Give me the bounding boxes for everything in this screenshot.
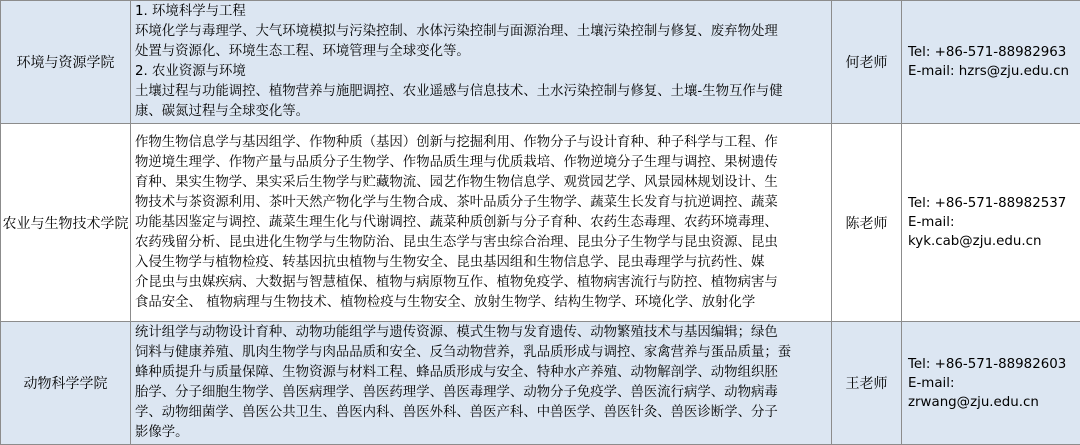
table-row (1, 124, 1080, 322)
tel-text: Tel: +86-571-88982537 (908, 194, 1074, 213)
research-line: 功能基因鉴定与调控、蔬菜生理生化与代谢调控、蔬菜种质创新与分子育种、农药生态毒理、农药环境毒理、 (135, 213, 827, 233)
contact-person-cell: 王老师 (832, 322, 902, 445)
research-line: 作物生物信息学与基因组学、作物种质（基因）创新与挖掘利用、作物分子与设计育种、种子科学与工程、作 (135, 133, 827, 153)
tel-text: Tel: +86-571-88982603 (908, 355, 1074, 374)
research-line: 康、碳氮过程与全球变化等。 (135, 102, 827, 122)
email-link[interactable]: kyk.cab@zju.edu.cn (908, 232, 1074, 251)
contact-info-cell (902, 124, 1080, 322)
contact-person-cell: 何老师 (832, 1, 902, 124)
research-line: 胎学、分子细胞生物学、兽医病理学、兽医药理学、兽医毒理学、动物分子免疫学、兽医流行病学、动物病毒 (135, 383, 827, 403)
research-line: 环境化学与毒理学、大气环境模拟与污染控制、水体污染控制与面源治理、土壤污染控制与修复、废弃物处理 (135, 22, 827, 42)
email-label[interactable]: E-mail: hzrs@zju.edu.cn (908, 62, 1074, 81)
table-row (1, 1, 1080, 124)
email-label: E-mail: (908, 374, 1074, 393)
research-line: 物逆境生理学、作物产量与品质分子生物学、作物品质生理与优质栽培、作物逆境分子生理与调控、果树遗传 (135, 153, 827, 173)
college-cell: 动物科学学院 (1, 322, 131, 445)
research-line: 蜂种质提升与质量保障、生物资源与材料工程、蜂品质形成与安全、特种水产养殖、动物解剖学、动物组织胚 (135, 363, 827, 383)
research-line: 食品安全、 植物病理与生物技术、植物检疫与生物安全、放射生物学、结构生物学、环境化学、放射化学 (135, 293, 827, 313)
research-line: 土壤过程与功能调控、植物营养与施肥调控、农业遥感与信息技术、土水污染控制与修复、土壤-生物互作与健 (135, 82, 827, 102)
table-row (1, 322, 1080, 445)
research-line: 处置与资源化、环境生态工程、环境管理与全球变化等。 (135, 42, 827, 62)
research-line: 2. 农业资源与环境 (135, 62, 827, 82)
research-line: 介昆虫与虫媒疾病、大数据与智慧植保、植物与病原物互作、植物免疫学、植物病害流行与防控、植物病害与 (135, 273, 827, 293)
research-areas-cell (131, 1, 832, 124)
college-cell: 环境与资源学院 (1, 1, 131, 124)
research-line: 育种、果实生物学、果实采后生物学与贮藏物流、园艺作物生物信息学、观赏园艺学、风景园林规划设计、生 (135, 173, 827, 193)
research-line: 物技术与茶资源利用、茶叶天然产物化学与生物合成、茶叶品质分子生物学、蔬菜生长发育与抗逆调控、蔬菜 (135, 193, 827, 213)
contact-person-cell: 陈老师 (832, 124, 902, 322)
research-areas-cell (131, 124, 832, 322)
research-line: 影像学。 (135, 423, 827, 443)
research-line: 饲料与健康养殖、肌肉生物学与肉品品质和安全、反刍动物营养，乳品质形成与调控、家禽营养与蛋品质量；蚕 (135, 343, 827, 363)
research-line: 学、动物细菌学、兽医公共卫生、兽医内科、兽医外科、兽医产科、中兽医学、兽医针灸、兽医诊断学、分子 (135, 403, 827, 423)
research-line: 入侵生物学与植物检疫、转基因抗虫植物与生物安全、昆虫基因组和生物信息学、昆虫毒理学与抗药性、媒 (135, 253, 827, 273)
research-areas-cell (131, 322, 832, 445)
research-line: 统计组学与动物设计育种、动物功能组学与遗传资源、模式生物与发育遗传、动物繁殖技术与基因编辑；绿色 (135, 323, 827, 343)
research-line: 1. 环境科学与工程 (135, 2, 827, 22)
college-cell: 农业与生物技术学院 (1, 124, 131, 322)
contact-info-cell (902, 1, 1080, 124)
email-link[interactable]: zrwang@zju.edu.cn (908, 393, 1074, 412)
tel-text: Tel: +86-571-88982963 (908, 43, 1074, 62)
research-line: 农药残留分析、昆虫进化生物学与生物防治、昆虫生态学与害虫综合治理、昆虫分子生物学与昆虫资源、昆虫 (135, 233, 827, 253)
email-label: E-mail: (908, 213, 1074, 232)
contact-info-cell (902, 322, 1080, 445)
